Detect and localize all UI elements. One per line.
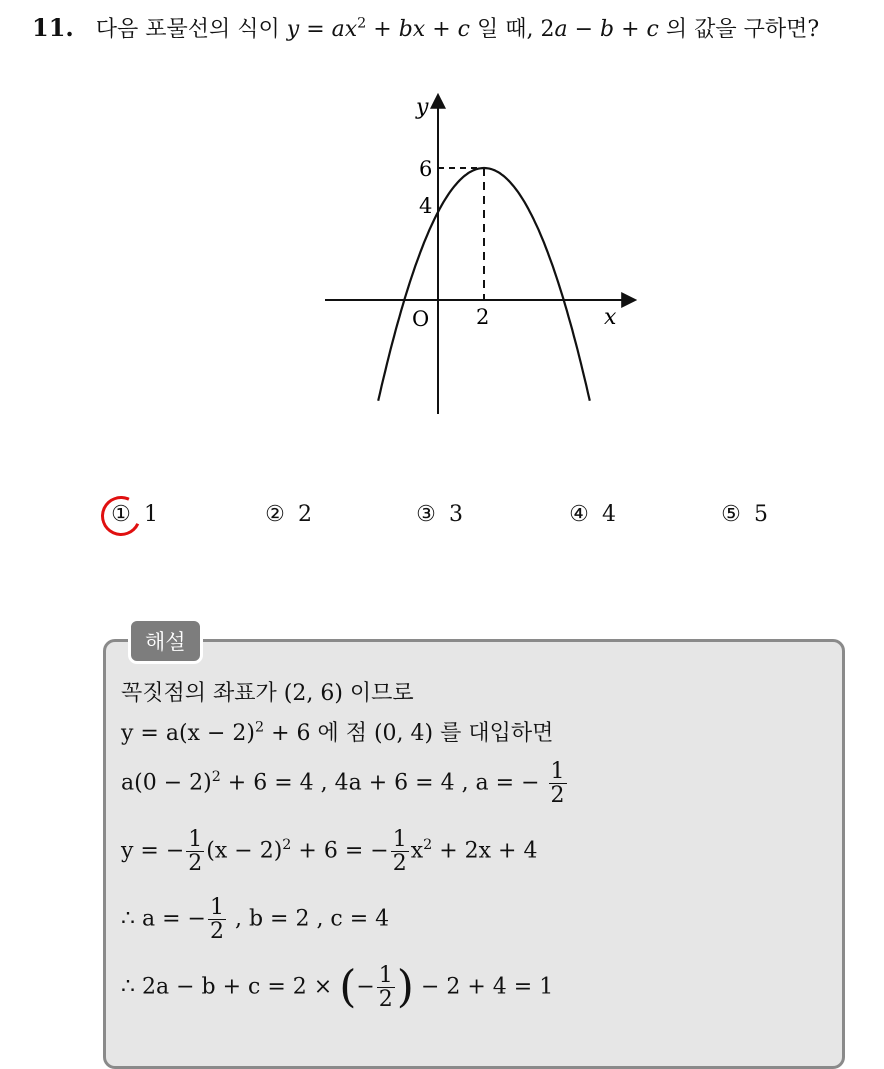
question-text-mid: 일 때, 2 bbox=[469, 17, 555, 42]
solution-line-3-exp: 2 bbox=[211, 769, 221, 786]
choice-3-mark: ③ bbox=[416, 502, 436, 527]
solution-line-5 bbox=[121, 896, 389, 943]
target-c: c bbox=[646, 17, 659, 42]
target-a: a bbox=[554, 17, 568, 42]
target-minus: − bbox=[567, 17, 600, 42]
solution-line-4-b: (x − 2) bbox=[206, 838, 283, 864]
target-plus: + bbox=[614, 17, 647, 42]
eq-x2: x bbox=[412, 17, 426, 42]
x-tick-2: 2 bbox=[476, 305, 490, 329]
solution-line-4-a: y = − bbox=[121, 838, 185, 864]
origin-label: O bbox=[412, 307, 430, 331]
parabola-graph bbox=[300, 86, 660, 426]
frac-num: 1 bbox=[188, 827, 203, 852]
question-text-post: 의 값을 구하면? bbox=[658, 17, 820, 42]
solution-tag: 해설 bbox=[128, 618, 203, 664]
fraction-half bbox=[391, 828, 409, 875]
solution-line-4-c: + 6 = − bbox=[291, 838, 389, 864]
selected-answer-circle bbox=[95, 490, 146, 541]
solution-line-2 bbox=[121, 716, 553, 747]
question-text bbox=[96, 17, 819, 42]
eq-a: a bbox=[331, 17, 345, 42]
solution-line-6-a: ∴ 2a − b + c = 2 × bbox=[121, 974, 340, 1000]
choice-4-value: 4 bbox=[602, 502, 616, 527]
frac-den: 2 bbox=[188, 851, 203, 877]
answer-choices bbox=[0, 502, 884, 542]
choice-3[interactable] bbox=[413, 502, 463, 527]
eq-y: y bbox=[286, 17, 300, 42]
paren-close: ) bbox=[396, 961, 414, 1013]
eq-x: x bbox=[344, 17, 358, 42]
choice-4[interactable] bbox=[566, 502, 616, 527]
solution-line-4-exp2: 2 bbox=[423, 837, 433, 854]
eq-c: c bbox=[457, 17, 470, 42]
fraction-half bbox=[186, 828, 204, 875]
eq-plus2: + bbox=[425, 17, 458, 42]
solution-line-2-b: + 6 에 점 (0, 4) 를 대입하면 bbox=[264, 721, 554, 746]
frac-num: 1 bbox=[209, 895, 224, 920]
eq-exponent: 2 bbox=[357, 15, 367, 32]
frac-den: 2 bbox=[550, 783, 565, 809]
solution-line-6 bbox=[121, 961, 554, 1013]
eq-equals: = bbox=[299, 17, 332, 42]
y-tick-6: 6 bbox=[419, 157, 433, 181]
target-b: b bbox=[600, 17, 615, 42]
fraction-half bbox=[208, 896, 226, 943]
solution-line-4-exp: 2 bbox=[282, 837, 292, 854]
choice-2-mark: ② bbox=[265, 502, 285, 527]
fraction-half bbox=[377, 964, 395, 1011]
question-text-pre: 다음 포물선의 식이 bbox=[95, 17, 287, 42]
choice-4-mark: ④ bbox=[569, 502, 589, 527]
eq-plus: + bbox=[366, 17, 399, 42]
solution-line-2-exp: 2 bbox=[254, 719, 265, 736]
choice-5-mark: ⑤ bbox=[721, 502, 741, 527]
solution-line-3-a: a(0 − 2) bbox=[121, 770, 212, 796]
solution-line-6-minus: − bbox=[356, 974, 375, 1000]
solution-line-1: 꼭짓점의 좌표가 (2, 6) 이므로 bbox=[121, 681, 414, 706]
frac-num: 1 bbox=[550, 759, 565, 784]
choice-2[interactable] bbox=[262, 502, 312, 527]
solution-line-2-a: y = a(x − 2) bbox=[121, 721, 255, 746]
solution-line-4-e: + 2x + 4 bbox=[432, 838, 538, 864]
fraction-half bbox=[549, 760, 567, 807]
paren-open: ( bbox=[339, 961, 357, 1013]
choice-3-value: 3 bbox=[449, 502, 463, 527]
solution-line-6-b: − 2 + 4 = 1 bbox=[413, 974, 554, 1000]
y-axis-label: y bbox=[416, 95, 429, 120]
frac-den: 2 bbox=[378, 987, 393, 1013]
choice-5-value: 5 bbox=[754, 502, 768, 527]
solution-line-4-d: x bbox=[410, 838, 424, 864]
frac-den: 2 bbox=[392, 851, 407, 877]
y-tick-4: 4 bbox=[419, 194, 433, 218]
choice-1[interactable] bbox=[108, 502, 158, 527]
solution-line-3-b: + 6 = 4 , 4a + 6 = 4 , a = − bbox=[220, 770, 540, 796]
question-number: 11. bbox=[32, 13, 74, 42]
solution-line-3 bbox=[121, 760, 569, 807]
solution-line-4 bbox=[121, 828, 537, 875]
solution-line-5-b: , b = 2 , c = 4 bbox=[227, 906, 390, 932]
choice-1-mark: ① bbox=[111, 502, 131, 527]
x-axis-label: x bbox=[604, 305, 617, 330]
solution-line-5-a: ∴ a = − bbox=[121, 906, 206, 932]
eq-b: b bbox=[398, 17, 413, 42]
frac-den: 2 bbox=[209, 919, 224, 945]
choice-5[interactable] bbox=[718, 502, 768, 527]
frac-num: 1 bbox=[392, 827, 407, 852]
frac-num: 1 bbox=[378, 963, 393, 988]
question-header bbox=[32, 12, 819, 43]
choice-1-value: 1 bbox=[144, 502, 158, 527]
choice-2-value: 2 bbox=[298, 502, 312, 527]
